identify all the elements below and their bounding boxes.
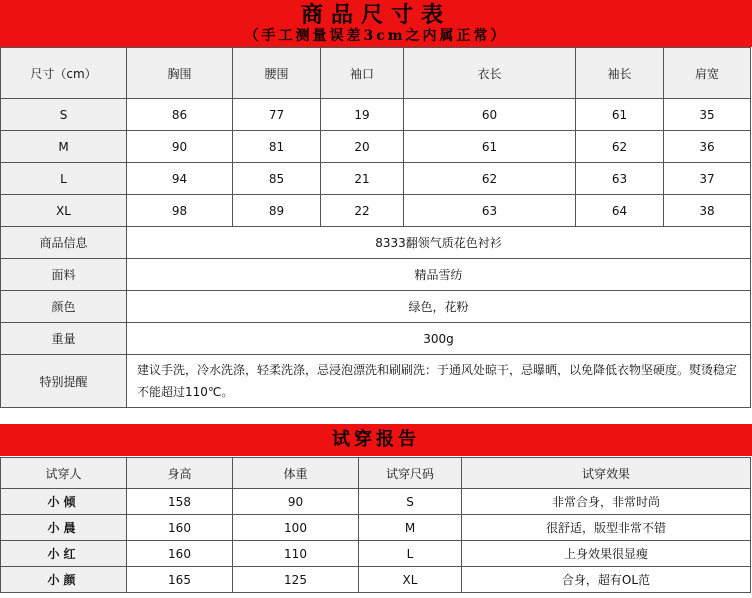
table-row [1,515,751,541]
table-cell: 85 [233,163,321,195]
table-cell: L [359,541,462,567]
table-cell: 35 [664,99,751,131]
table-cell: 非常合身，非常时尚 [462,489,751,515]
table-cell: 100 [233,515,359,541]
product-name-row [1,227,751,259]
care-label: 特别提醒 [1,355,127,408]
table-row [1,541,751,567]
table-cell: 90 [233,489,359,515]
column-header: 试穿效果 [462,458,751,489]
page-title: 商品尺寸表 [300,2,451,28]
table-cell: 77 [233,99,321,131]
table-cell: 37 [664,163,751,195]
page-subtitle: （手工测量误差3cm之内属正常） [244,28,508,44]
table-cell: 61 [404,131,576,163]
color-label: 颜色 [1,291,127,323]
table-cell: 86 [127,99,233,131]
table-cell: 61 [576,99,664,131]
size-label: L [1,163,127,195]
table-row [1,567,751,593]
table-cell: 62 [404,163,576,195]
table-cell: 160 [127,541,233,567]
trial-report-title: 试穿报告 [332,429,420,450]
color-row [1,291,751,323]
table-cell: 36 [664,131,751,163]
column-header: 试穿尺码 [359,458,462,489]
table-cell: 125 [233,567,359,593]
care-row [1,355,751,408]
trial-report-banner [0,424,752,456]
table-cell: 89 [233,195,321,227]
column-header: 腰围 [233,48,321,99]
table-cell: 上身效果很显瘦 [462,541,751,567]
table-cell: 64 [576,195,664,227]
table-cell: 20 [321,131,404,163]
care-instructions: 建议手洗，冷水洗涤，轻柔洗涤，忌浸泡漂洗和刷刷洗：于通风处晾干，忌曝晒，以免降低衣物坚硬度。熨烫稳定不能超过110℃。 [127,355,751,408]
column-header: 尺寸（cm） [1,48,127,99]
color-value: 绿色，花粉 [127,291,751,323]
table-row [1,131,751,163]
weight-row [1,323,751,355]
product-name-label: 商品信息 [1,227,127,259]
table-cell: XL [359,567,462,593]
size-label: M [1,131,127,163]
column-header: 试穿人 [1,458,127,489]
table-cell: 63 [576,163,664,195]
tester-name: 小红 [1,541,127,567]
table-cell: 62 [576,131,664,163]
table-cell: 110 [233,541,359,567]
size-label: XL [1,195,127,227]
fabric-label: 面料 [1,259,127,291]
table-cell: 38 [664,195,751,227]
size-table-header [1,48,751,99]
table-cell: 21 [321,163,404,195]
weight-value: 300g [127,323,751,355]
table-cell: 94 [127,163,233,195]
fabric-value: 精品雪纺 [127,259,751,291]
product-name-value: 8333翻领气质花色衬衫 [127,227,751,259]
table-cell: 合身，超有OL范 [462,567,751,593]
table-cell: 165 [127,567,233,593]
table-row [1,489,751,515]
table-cell: 90 [127,131,233,163]
table-cell: 很舒适，版型非常不错 [462,515,751,541]
table-cell: M [359,515,462,541]
column-header: 身高 [127,458,233,489]
table-cell: 19 [321,99,404,131]
table-cell: 63 [404,195,576,227]
table-row [1,163,751,195]
column-header: 肩宽 [664,48,751,99]
fabric-row [1,259,751,291]
size-label: S [1,99,127,131]
weight-label: 重量 [1,323,127,355]
trial-table-header [1,458,751,489]
table-row [1,195,751,227]
table-cell: 81 [233,131,321,163]
table-cell: 60 [404,99,576,131]
size-chart-banner [0,0,752,47]
table-cell: 160 [127,515,233,541]
table-cell: 158 [127,489,233,515]
table-cell: S [359,489,462,515]
table-cell: 22 [321,195,404,227]
size-table [0,47,751,408]
column-header: 袖长 [576,48,664,99]
tester-name: 小倾 [1,489,127,515]
column-header: 衣长 [404,48,576,99]
column-header: 体重 [233,458,359,489]
table-row [1,99,751,131]
tester-name: 小颜 [1,567,127,593]
trial-table [0,457,751,593]
column-header: 胸围 [127,48,233,99]
column-header: 袖口 [321,48,404,99]
tester-name: 小晨 [1,515,127,541]
table-cell: 98 [127,195,233,227]
